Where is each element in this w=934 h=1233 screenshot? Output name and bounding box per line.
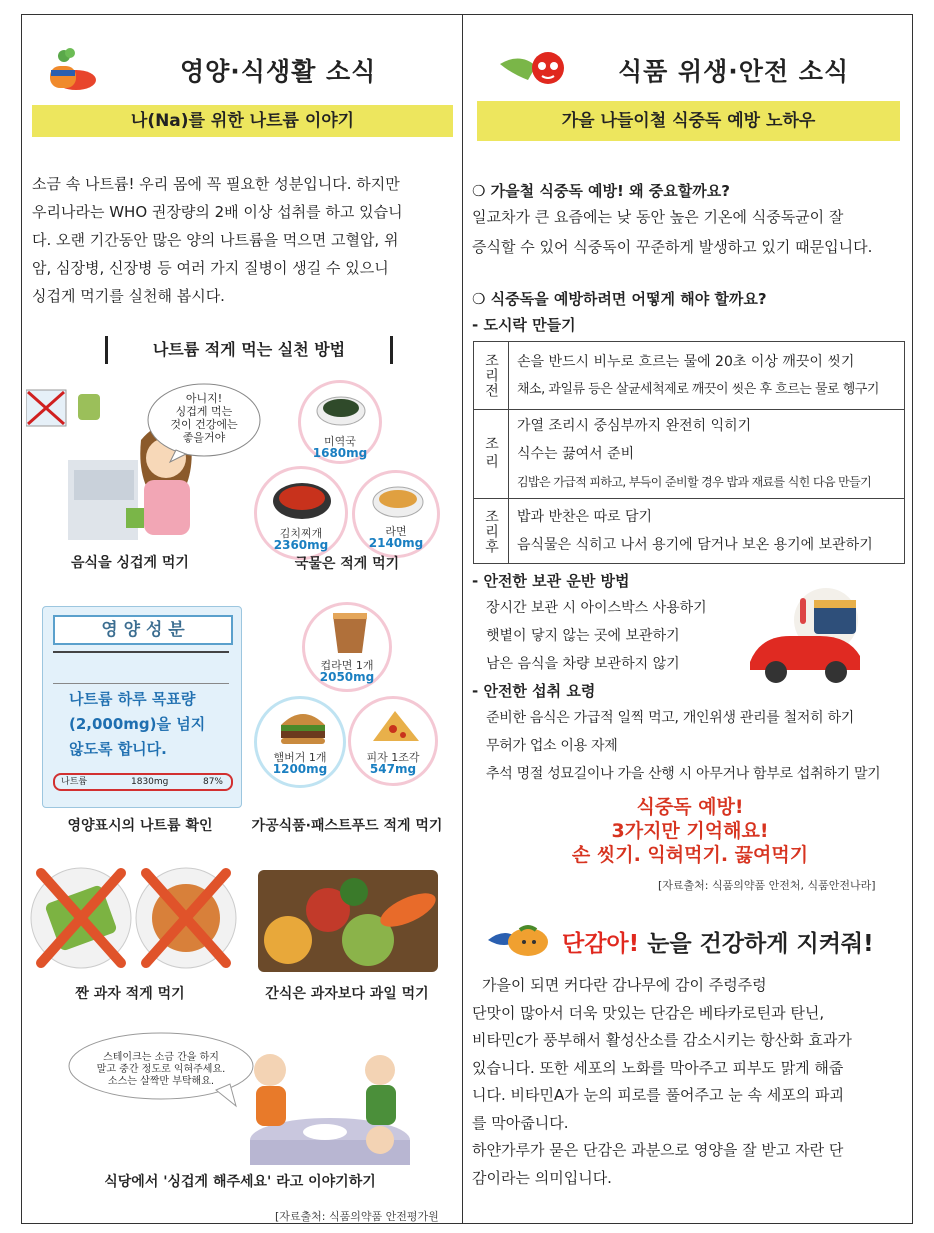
left-source: [자료출처: 식품의약품 안전평가원 <box>275 1210 439 1223</box>
caption-less-snacks: 짠 과자 적게 먹기 <box>75 986 185 1002</box>
list-item: 남은 음식을 차량 보관하지 않기 <box>486 656 680 672</box>
lunchbox-table <box>473 341 905 564</box>
list-item: 장시간 보관 시 아이스박스 사용하기 <box>486 600 707 616</box>
list-item: 무허가 업소 이용 자제 <box>486 738 618 754</box>
nutrition-label <box>42 606 242 808</box>
soup-circle-kimchi-stew: 김치찌개 2360mg <box>254 466 348 560</box>
list-item: 햇볕이 닿지 않는 곳에 보관하기 <box>486 628 680 644</box>
nutrition-label-title: 영 양 성 분 <box>53 615 233 645</box>
fast-circle-pizza: 피자 1조각 547mg <box>348 696 438 786</box>
fast-circle-burger: 햄버거 1개 1200mg <box>254 696 346 788</box>
subhead-storage: - 안전한 보관 운반 방법 <box>472 572 630 590</box>
persimmon-heading: 단감아! 눈을 건강하게 지켜줘! <box>562 931 874 957</box>
caption-less-soup: 국물은 적게 먹기 <box>294 556 400 572</box>
question-1: ❍ 가을철 식중독 예방! 왜 중요할까요? <box>472 182 730 200</box>
question-2: ❍ 식중독을 예방하려면 어떻게 해야 할까요? <box>472 290 767 308</box>
subhead-intake: - 안전한 섭취 요령 <box>472 682 596 700</box>
sodium-banner: 나(Na)를 위한 나트륨 이야기 <box>32 105 453 137</box>
cup-ramen-icon <box>331 611 369 655</box>
table-row <box>474 499 905 564</box>
table-row-body: 가열 조리시 중심부까지 완전히 익히기 식수는 끓여서 준비 김밥은 가급적 피하고, 부득이 준비할 경우 밥과 재료를 식힌 다음 만들기 <box>509 410 905 499</box>
soup-circle-ramen: 라면 2140mg <box>352 470 440 558</box>
method-heading: 나트륨 적게 먹는 실천 방법 <box>105 336 393 364</box>
persimmon-paragraph: 가을이 되면 커다란 감나무에 감이 주렁주렁 단맛이 많아서 더욱 맛있는 단감은 베타카로틴과 탄닌, 비타민c가 풍부해서 활성산소를 감소시키는 항산화 효과가 있습니다. 또한 세포의 노화를 막아주고 피부도 맑게 해줍 니다. 비타민A가 눈의 피로를 풀어주고 눈 속 세포의 파괴 를 막아줍니다. 하얀가루가 묻은 단감은 과분으로 영양을 잘 받고 자란 단 감이라는 의미입니다. <box>472 976 852 1187</box>
list-item: 추석 명절 성묘길이나 가을 산행 시 아무거나 함부로 섭취하기 말기 <box>486 766 881 782</box>
answer-1: 일교차가 큰 요즘에는 낮 동안 높은 기온에 식중독균이 잘 증식할 수 있어 식중독이 꾸준하게 발생하고 있기 때문입니다. <box>472 208 873 256</box>
speech-bubble-1: 아니지! 싱겁게 먹는 것이 건강에는 좋을거야 <box>170 392 238 444</box>
food-safety-mascot-icon <box>498 48 570 88</box>
label-sodium-row: 나트륨 1830mg 87% <box>53 773 233 791</box>
table-row <box>474 342 905 410</box>
slogan: 식중독 예방! 3가지만 기억해요! 손 씻기. 익혀먹기. 끓여먹기 <box>571 796 809 866</box>
list-item: 준비한 음식은 가급적 일찍 먹고, 개인위생 관리를 철저히 하기 <box>486 710 854 726</box>
table-row-head: 조리후 <box>474 499 509 564</box>
right-title: 식품 위생·안전 소식 <box>618 57 850 86</box>
caption-check-label: 영양표시의 나트륨 확인 <box>67 818 213 834</box>
soup-circle-seaweed: 미역국 1680mg <box>298 380 382 464</box>
kimchi-stew-icon <box>271 479 333 523</box>
caption-less-processed: 가공식품·패스트푸드 적게 먹기 <box>251 818 443 834</box>
food-poisoning-banner: 가을 나들이철 식중독 예방 노하우 <box>477 101 900 141</box>
storage-list <box>486 594 707 678</box>
right-source: [자료출처: 식품의약품 안전처, 식품안전나라] <box>658 879 876 892</box>
subhead-lunchbox: - 도시락 만들기 <box>472 316 576 334</box>
intro-paragraph: 소금 속 나트륨! 우리 몸에 꼭 필요한 성분입니다. 하지만 우리나라는 WHO 권장량의 2배 이상 섭취를 하고 있습니 다. 오랜 기간동안 많은 양의 나트륨을 먹으면 고혈압, 위 암, 심장병, 신장병 등 여러 가지 질병이 생길 수 있으니 싱겁게 먹기를 실천해 봅시다. <box>32 175 403 305</box>
table-row-head: 조리전 <box>474 342 509 410</box>
ramen-icon <box>371 483 425 521</box>
carrot-mascot-icon <box>42 44 100 94</box>
table-row-body: 밥과 반찬은 따로 담기 음식물은 식히고 나서 용기에 담거나 보온 용기에 보관하기 <box>509 499 905 564</box>
fast-circle-cup-ramen: 컵라면 1개 2050mg <box>302 602 392 692</box>
restaurant-family-illustration <box>230 1040 410 1165</box>
fruit-vegetables-illustration <box>258 870 438 972</box>
left-title: 영양·식생활 소식 <box>180 57 377 86</box>
caption-ask-bland: 식당에서 '싱겁게 해주세요' 라고 이야기하기 <box>104 1174 376 1190</box>
table-row-head: 조리 <box>474 410 509 499</box>
table-row-body: 손을 반드시 비누로 흐르는 물에 20초 이상 깨끗이 씻기 채소, 과일류 등은 살균세척제로 깨끗이 씻은 후 흐르는 물로 헹구기 <box>509 342 905 410</box>
car-icebox-illustration <box>740 582 880 690</box>
table-row <box>474 410 905 499</box>
pizza-icon <box>369 707 423 747</box>
salty-snacks-crossed-illustration <box>26 858 241 983</box>
label-lines <box>53 651 229 684</box>
caption-fruit-snack: 간식은 과자보다 과일 먹기 <box>265 986 429 1002</box>
burger-icon <box>277 707 329 747</box>
caption-eat-bland: 음식을 싱겁게 먹기 <box>71 555 189 571</box>
intake-list <box>486 704 880 788</box>
seaweed-soup-icon <box>315 393 367 429</box>
speech-bubble-2: 스테이크는 소금 간을 하지 말고 중간 정도로 익혀주세요. 소스는 살짝만 부탁해요. <box>96 1052 226 1087</box>
persimmon-mascot-icon <box>486 922 550 958</box>
label-note: 나트륨 하루 목표량 (2,000mg)을 넘지 않도록 합니다. <box>69 690 206 758</box>
